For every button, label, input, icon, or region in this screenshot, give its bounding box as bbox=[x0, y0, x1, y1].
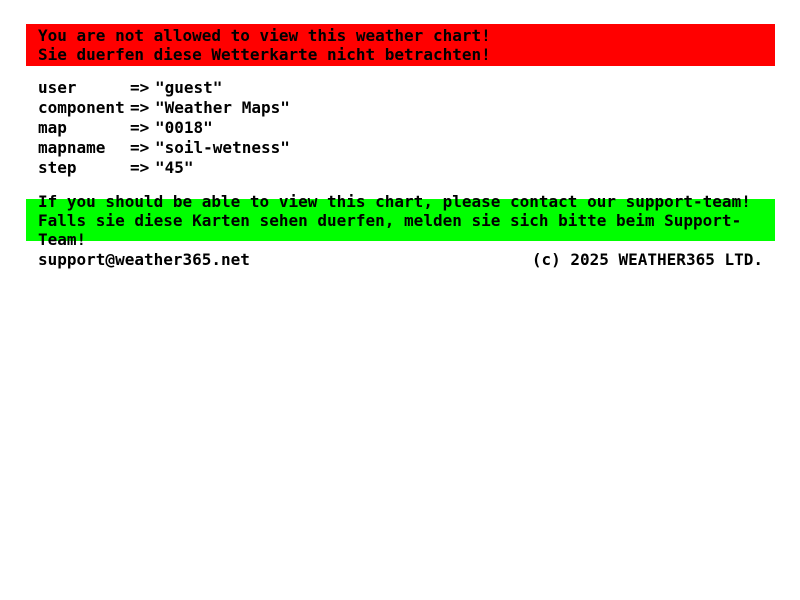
error-banner bbox=[26, 24, 775, 66]
support-banner-line-en: If you should be able to view this chart, please contact our support-team! bbox=[38, 191, 751, 211]
support-email: support@weather365.net bbox=[38, 250, 250, 269]
detail-key: map bbox=[38, 118, 67, 137]
footer bbox=[26, 250, 775, 270]
detail-value: "guest" bbox=[155, 78, 223, 97]
detail-key: step bbox=[38, 158, 77, 177]
arrow-glyph: => bbox=[130, 78, 150, 97]
arrow-glyph: => bbox=[130, 138, 150, 157]
detail-key: mapname bbox=[38, 138, 106, 157]
detail-key: user bbox=[38, 78, 77, 97]
detail-row-user bbox=[38, 78, 800, 98]
detail-value: "0018" bbox=[155, 118, 213, 137]
detail-value: "45" bbox=[155, 158, 194, 177]
support-banner-line-de: Falls sie diese Karten sehen duerfen, melden sie sich bitte beim Support-Team! bbox=[38, 210, 742, 249]
detail-value: "Weather Maps" bbox=[155, 98, 290, 117]
error-banner-line-de: Sie duerfen diese Wetterkarte nicht betrachten! bbox=[38, 45, 491, 64]
arrow-glyph: => bbox=[130, 158, 150, 177]
detail-row-map bbox=[38, 118, 800, 138]
arrow-glyph: => bbox=[130, 118, 150, 137]
detail-row-step bbox=[38, 158, 800, 178]
request-details bbox=[38, 78, 800, 178]
copyright-notice: (c) 2025 WEATHER365 LTD. bbox=[531, 250, 763, 269]
error-banner-line-en: You are not allowed to view this weather chart! bbox=[38, 26, 491, 45]
detail-value: "soil-wetness" bbox=[155, 138, 290, 157]
detail-key: component bbox=[38, 98, 125, 117]
support-banner bbox=[26, 191, 775, 249]
detail-row-component bbox=[38, 98, 800, 118]
arrow-glyph: => bbox=[130, 98, 150, 117]
detail-row-mapname bbox=[38, 138, 800, 158]
